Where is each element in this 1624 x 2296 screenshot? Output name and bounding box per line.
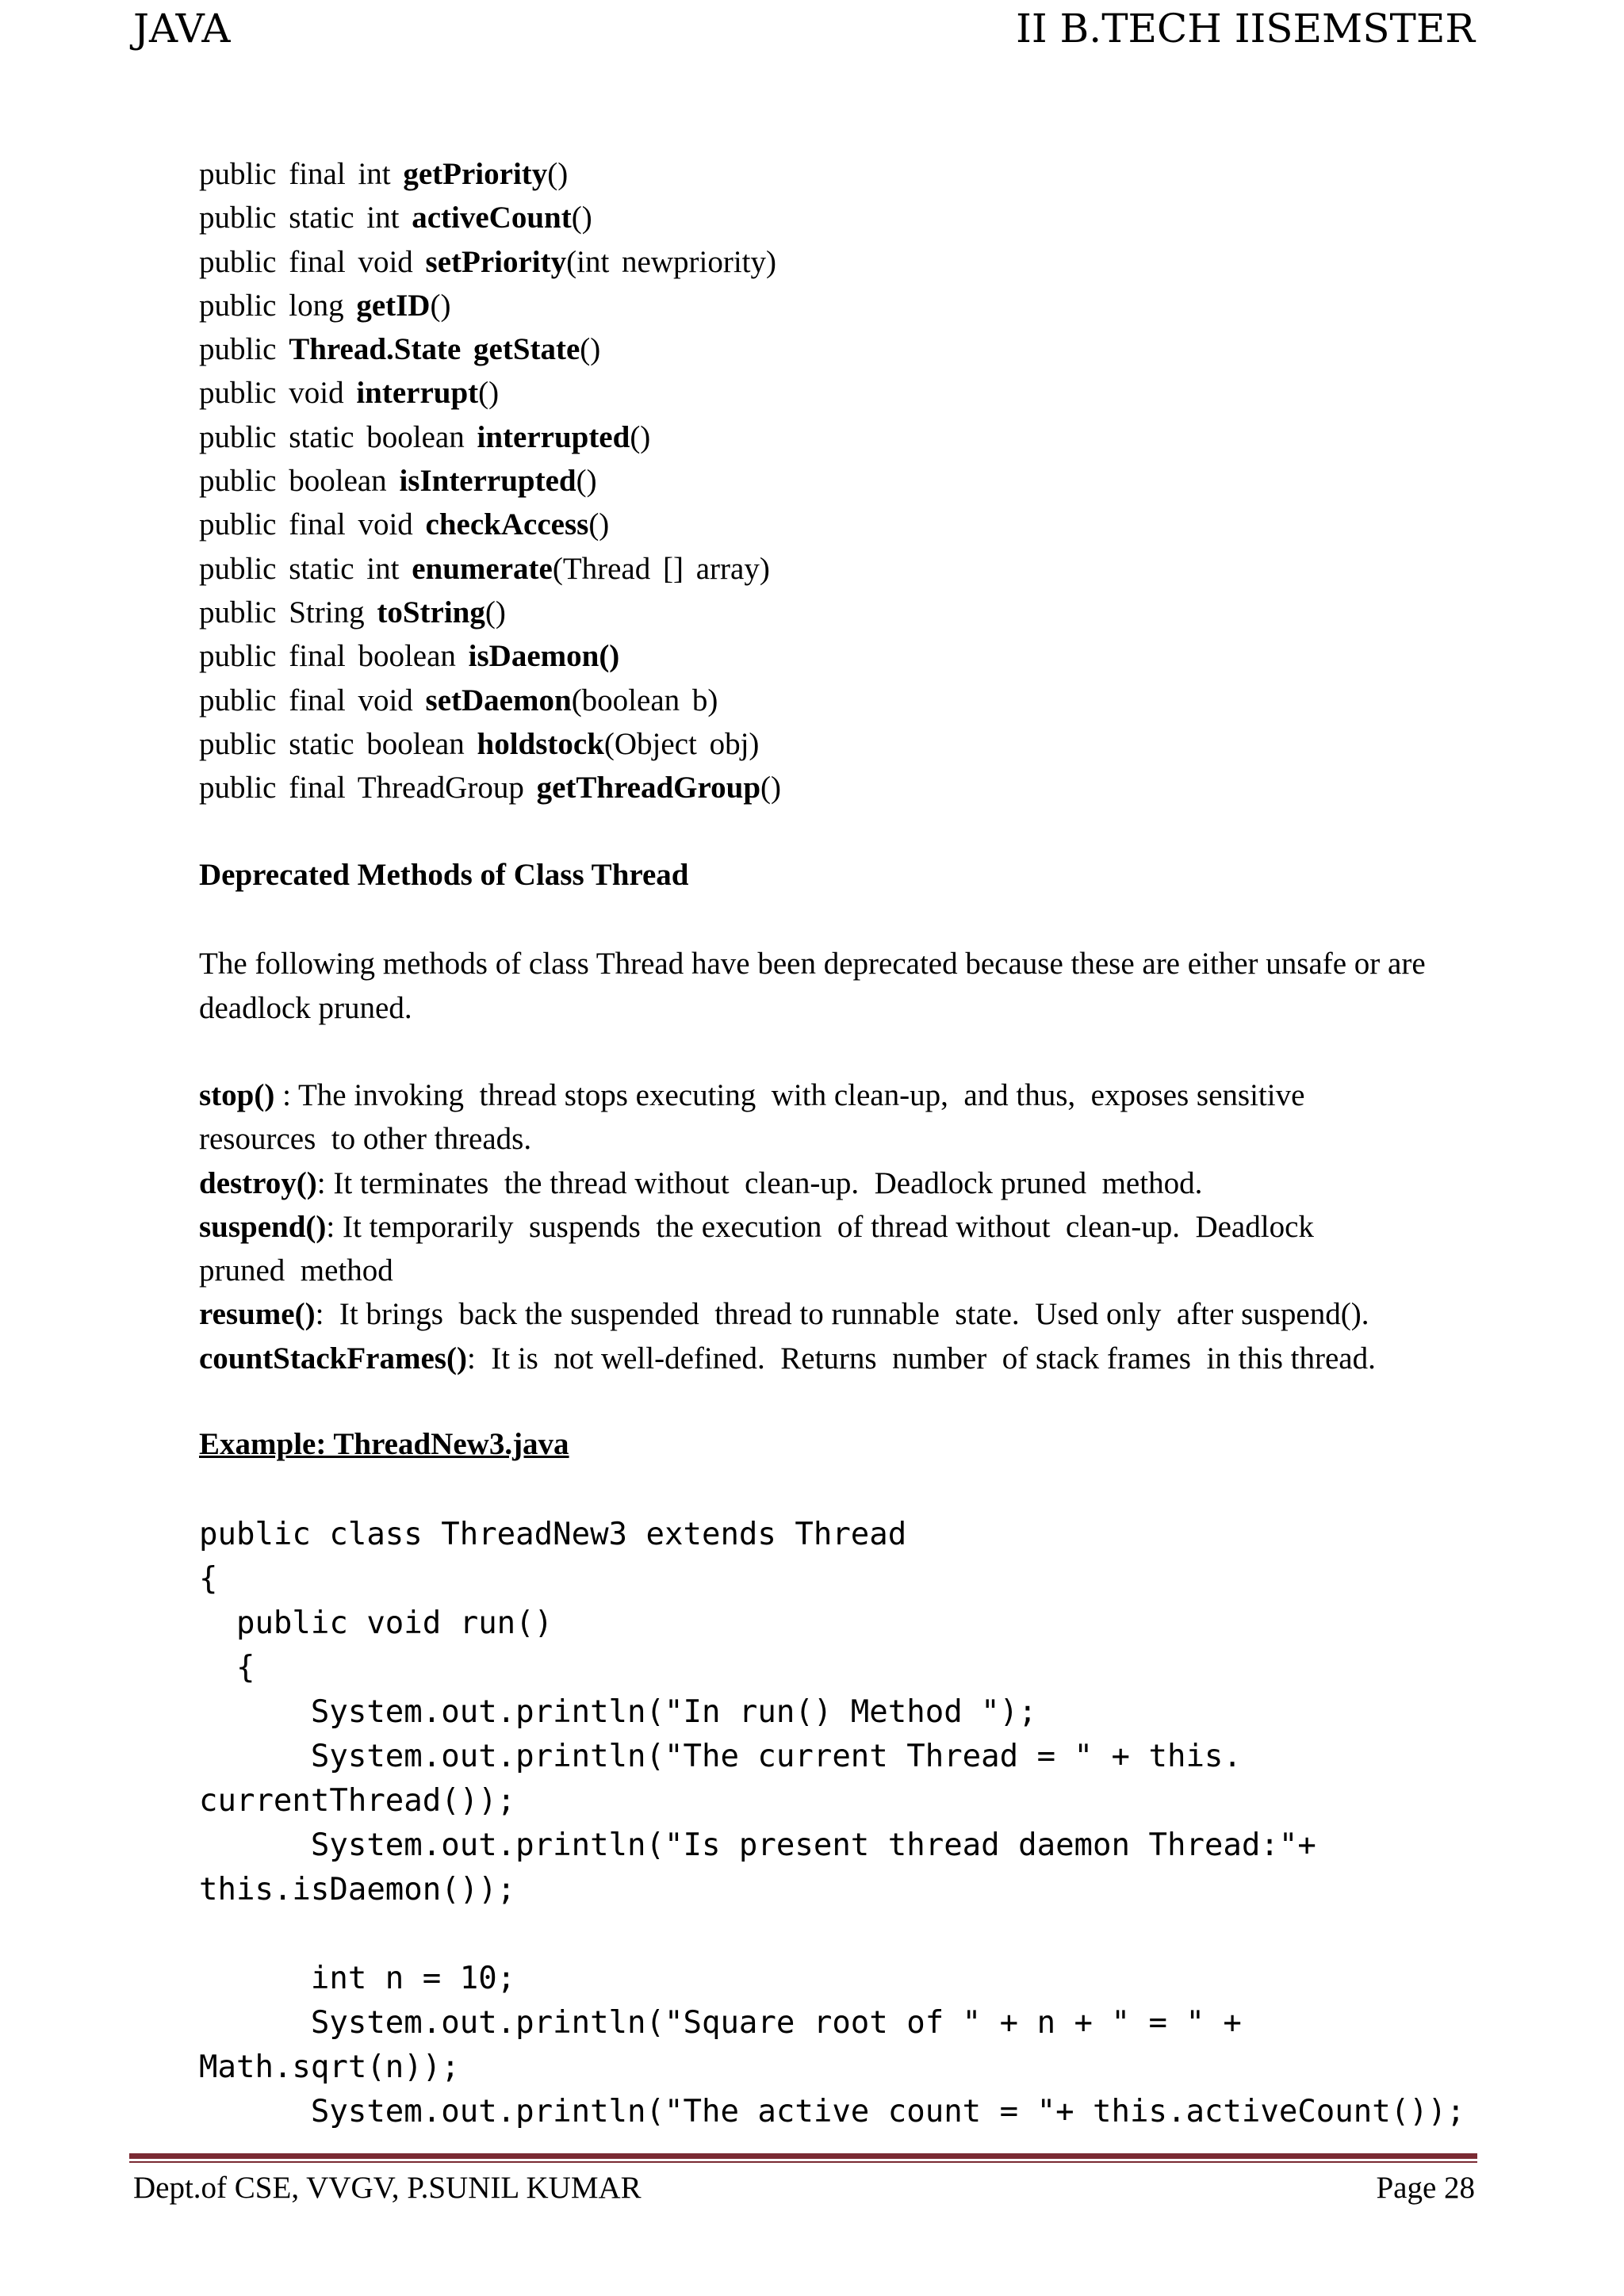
method-signature: public long getID() (199, 288, 451, 323)
code-line: public class ThreadNew3 extends Thread (199, 1517, 907, 1552)
code-line (199, 1912, 1465, 1957)
code-line: int n = 10; (199, 1961, 516, 1996)
deprecated-method-line: stop() : The invoking thread stops executing with clean-up, and thus, exposes sensitive (199, 1078, 1305, 1112)
method-signature: public static boolean interrupted() (199, 419, 651, 454)
method-list (199, 152, 781, 809)
header-right: II B.TECH IISEMSTER (1016, 6, 1475, 52)
method-signature: public final void checkAccess() (199, 507, 610, 542)
intro-paragraph: The following methods of class Thread have been deprecated because these are either unsafe or are deadlock pruned. (199, 947, 1426, 1025)
code-line: currentThread()); (199, 1783, 516, 1819)
code-line: { (199, 1561, 218, 1597)
method-signature: public static int enumerate(Thread [] array) (199, 551, 770, 586)
method-signature: public Thread.State getState() (199, 332, 601, 367)
method-signature: public final void setDaemon(boolean b) (199, 683, 718, 718)
footer-left: Dept.of CSE, VVGV, P.SUNIL KUMAR (133, 2171, 642, 2205)
footer-divider (129, 2153, 1477, 2164)
method-signature: public boolean isInterrupted() (199, 464, 597, 499)
section-heading: Deprecated Methods of Class Thread (199, 858, 689, 892)
deprecated-method-line: pruned method (199, 1253, 393, 1288)
code-line: System.out.println("Square root of " + n + " = " + (199, 2005, 1242, 2041)
deprecated-method-line: resources to other threads. (199, 1122, 532, 1157)
code-line: System.out.println("The active count = "+ this.activeCount()); (199, 2094, 1465, 2130)
page-number: Page 28 (1376, 2171, 1475, 2205)
deprecated-method-line: countStackFrames(): It is not well-defined. Returns number of stack frames in this thread. (199, 1341, 1376, 1376)
method-signature: public static boolean holdstock(Object obj) (199, 726, 760, 761)
deprecated-methods-list (199, 1073, 1376, 1380)
deprecated-method-line: suspend(): It temporarily suspends the execution of thread without clean-up. Deadlock (199, 1209, 1314, 1244)
method-signature: public final int getPriority() (199, 157, 569, 191)
method-signature: public void interrupt() (199, 376, 500, 411)
code-line: this.isDaemon()); (199, 1872, 516, 1908)
method-signature: public final void setPriority(int newpriority) (199, 244, 776, 279)
method-signature: public String toString() (199, 595, 506, 629)
deprecated-method-line: resume(): It brings back the suspended thread to runnable state. Used only after suspend(). (199, 1297, 1369, 1332)
method-signature: public final ThreadGroup getThreadGroup() (199, 771, 781, 806)
code-block (199, 1513, 1465, 2134)
example-title: Example: ThreadNew3.java (199, 1427, 569, 1461)
method-signature: public final boolean isDaemon() (199, 639, 620, 674)
code-line: { (199, 1650, 255, 1686)
code-line: System.out.println("In run() Method "); (199, 1694, 1037, 1730)
method-signature: public static int activeCount() (199, 201, 592, 235)
code-line: public void run() (199, 1605, 553, 1641)
header-left: JAVA (133, 6, 231, 52)
deprecated-method-line: destroy(): It terminates the thread without clean-up. Deadlock pruned method. (199, 1165, 1203, 1200)
code-line: Math.sqrt(n)); (199, 2049, 460, 2085)
code-line: System.out.println("The current Thread = " + this. (199, 1739, 1242, 1774)
code-line: System.out.println("Is present thread daemon Thread:"+ (199, 1827, 1316, 1863)
